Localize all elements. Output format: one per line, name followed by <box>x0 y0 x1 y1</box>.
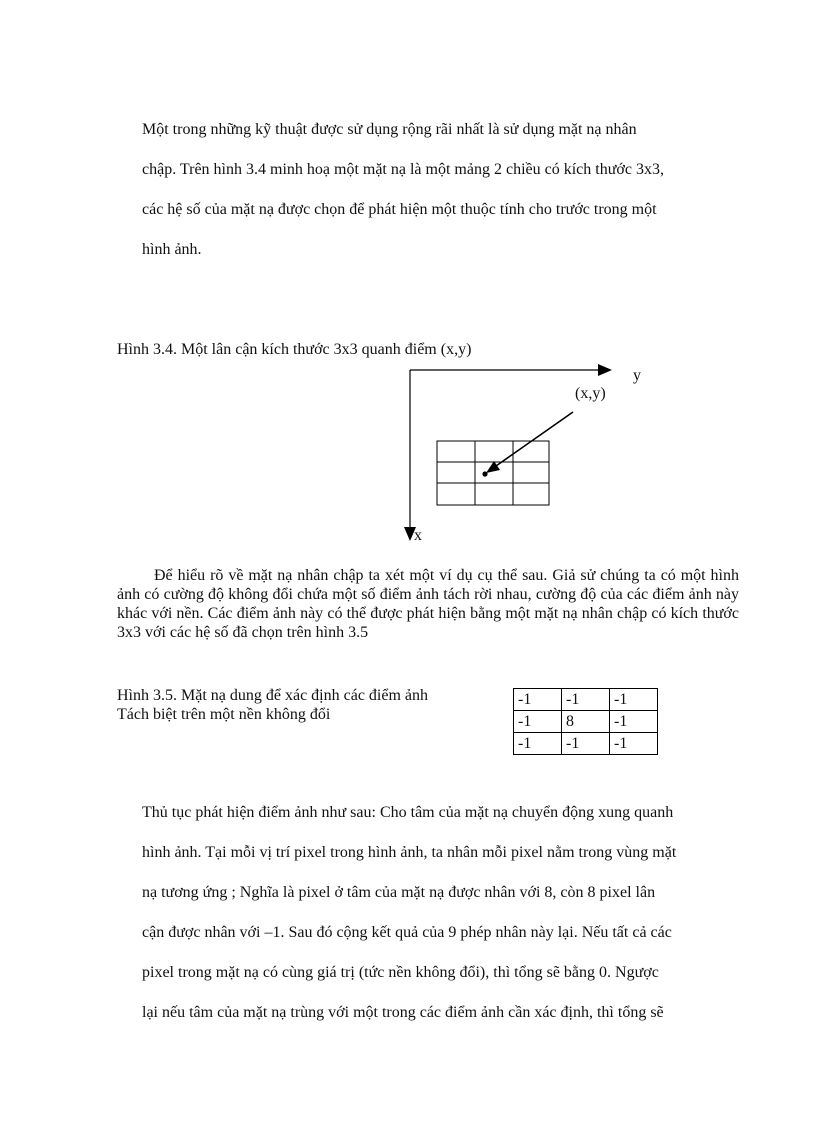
mask-cell: -1 <box>610 689 658 711</box>
mask-row <box>514 689 658 711</box>
procedure-line: hình ảnh. Tại mỗi vị trí pixel trong hình ảnh, ta nhân mỗi pixel nằm trong vùng mặt <box>142 844 677 861</box>
intro-line: Một trong những kỹ thuật được sử dụng rộng rãi nhất là sử dụng mặt nạ nhân <box>142 121 637 138</box>
x-axis-label: x <box>414 527 422 544</box>
caption-line: Tách biệt trên một nền không đổi <box>117 706 331 723</box>
mask-cell: -1 <box>610 733 658 755</box>
convolution-mask-table <box>513 688 658 755</box>
mask-cell: -1 <box>514 689 562 711</box>
procedure-line: nạ tương ứng ; Nghĩa là pixel ở tâm của mặt nạ được nhân với 8, còn 8 pixel lân <box>142 884 656 901</box>
mask-cell: 8 <box>562 711 610 733</box>
caption-line: Hình 3.5. Mặt nạ dung để xác định các điểm ảnh <box>117 687 429 704</box>
figure-3-4-caption: Hình 3.4. Một lân cận kích thước 3x3 quanh điểm (x,y) <box>117 341 472 358</box>
y-axis-label: y <box>633 367 641 384</box>
example-text: Để hiểu rõ về mặt nạ nhân chập ta xét một ví dụ cụ thể sau. Giả sử chúng ta có một hình ảnh có cường độ không đổi chứa một số điểm ảnh tách rời nhau, cường độ của các điểm ảnh này khác với nền. Các điểm ảnh này có thể được phát hiện bằng một mặt nạ nhân chập có kích thước 3x3 với các hệ số đã chọn trên hình 3.5 <box>117 567 739 641</box>
intro-line: các hệ số của mặt nạ được chọn để phát hiện một thuộc tính cho trước trong một <box>142 201 657 218</box>
mask-cell: -1 <box>562 689 610 711</box>
axes <box>410 370 601 531</box>
center-point <box>482 471 487 476</box>
procedure-line: cận được nhân với –1. Sau đó cộng kết quả của 9 phép nhân này lại. Nếu tất cả các <box>142 924 672 941</box>
intro-line: hình ảnh. <box>142 241 202 258</box>
mask-row <box>514 733 658 755</box>
pixel-grid <box>437 441 549 505</box>
mask-cell: -1 <box>514 711 562 733</box>
figure-3-4-diagram <box>396 355 656 550</box>
point-label: (x,y) <box>575 385 606 402</box>
pointer-arrow-line <box>496 412 573 466</box>
mask-cell: -1 <box>514 733 562 755</box>
procedure-line: Thủ tục phát hiện điểm ảnh như sau: Cho tâm của mặt nạ chuyển động xung quanh <box>142 804 674 821</box>
intro-line: chập. Trên hình 3.4 minh hoạ một mặt nạ là một mảng 2 chiều có kích thước 3x3, <box>142 161 664 178</box>
intro-paragraph <box>142 110 742 270</box>
figure-3-5-caption <box>117 686 487 724</box>
grid-border <box>437 441 549 505</box>
procedure-line: pixel trong mặt nạ có cùng giá trị (tức nền không đổi), thì tổng sẽ bằng 0. Ngược <box>142 964 659 981</box>
neighborhood-diagram <box>396 355 656 550</box>
procedure-line: lại nếu tâm của mặt nạ trùng với một trong các điểm ảnh cần xác định, thì tổng sẽ <box>142 1004 664 1021</box>
y-axis-arrowhead <box>598 364 612 376</box>
example-paragraph <box>117 566 739 642</box>
mask-cell: -1 <box>610 711 658 733</box>
mask-row <box>514 711 658 733</box>
pointer-arrowhead <box>486 461 500 473</box>
mask-cell: -1 <box>562 733 610 755</box>
procedure-paragraph <box>142 793 742 1033</box>
